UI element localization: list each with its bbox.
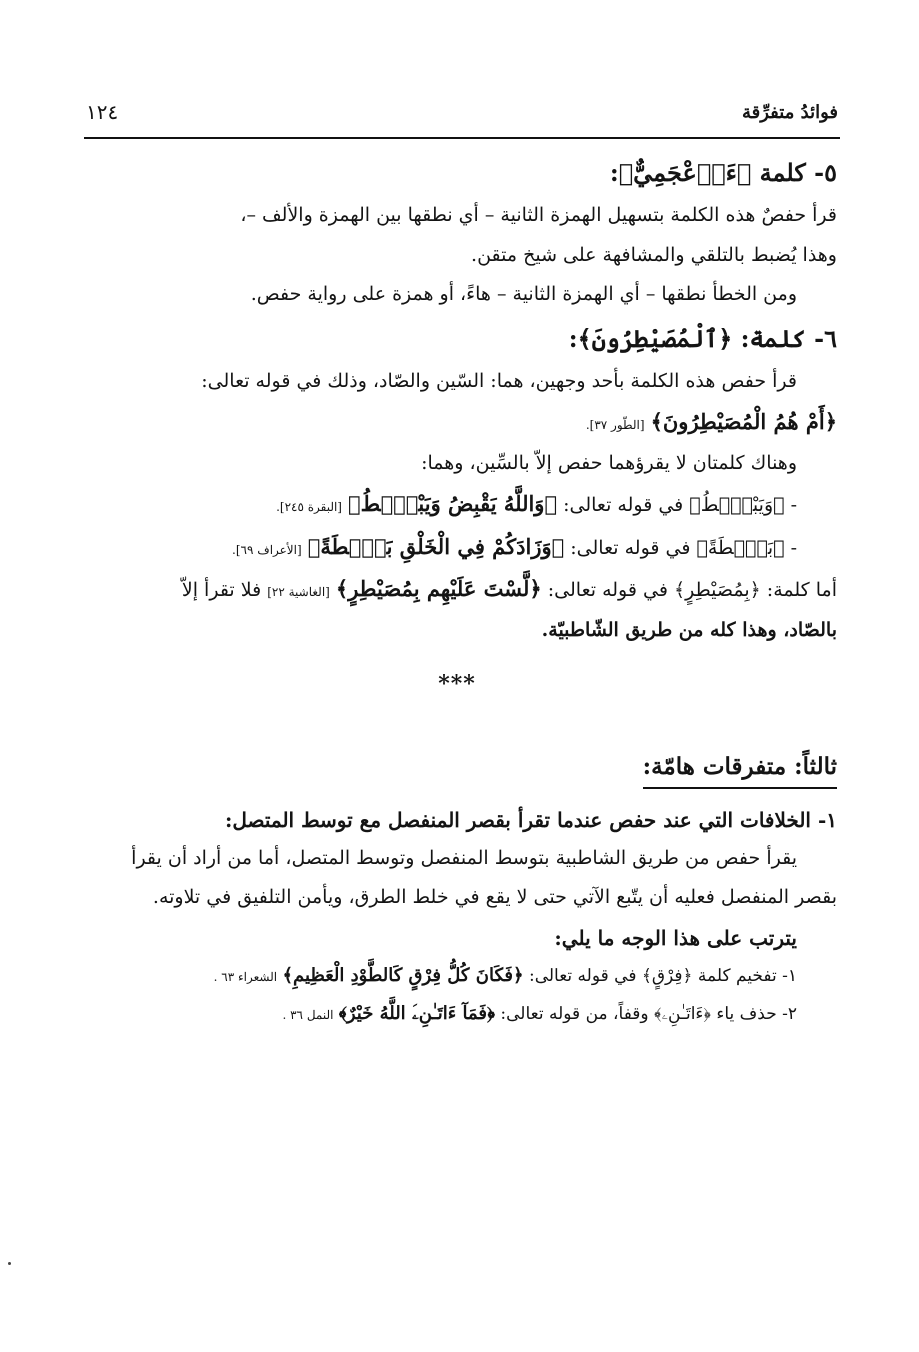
- section-6-line-2: وهناك كلمتان لا يقرؤهما حفص إلاّ بالسِّين، وهما:: [421, 451, 797, 474]
- item-text: ١- تفخيم كلمة ﴿فِرْقٍ﴾ في قوله تعالى:: [528, 965, 797, 986]
- quran-verse: ﴿لَّسْتَ عَلَيْهِم بِمُصَيْطِرٍ﴾: [335, 576, 542, 602]
- verse-reference: [البقرة ٢٤٥].: [276, 500, 342, 515]
- subsection-2-heading: يترتب على هذا الوجه ما يلي:: [554, 925, 797, 950]
- section-6-verse-line: [77, 406, 837, 439]
- section-6-line-1: قرأ حفص هذه الكلمة بأحد وجهين، هما: السّين والصّاد، وذلك في قوله تعالى:: [201, 369, 797, 392]
- section-6-line-3: [77, 573, 837, 606]
- separator: ***: [438, 671, 476, 698]
- line-text: فلا تقرأ إلاّ: [181, 579, 262, 602]
- section-6-line-4: بالصّاد، وهذا كله من طريق الشّاطبيّة.: [541, 618, 837, 641]
- section-title: ثالثاً: متفرقات هامّة:: [643, 749, 837, 789]
- item-text: - ﴿وَيَبْصُۜطُ﴾ في قوله تعالى:: [563, 494, 797, 517]
- section-6-item-1: [77, 488, 837, 521]
- section-6-heading: ٦- كلمة: ﴿ٱلْمُصَيْطِرُونَ﴾:: [568, 323, 837, 353]
- quran-verse: ﴿فَمَآ ءَاتَـٰنِۦَ اللَّهُ خَيْرٌ﴾: [338, 1002, 495, 1024]
- page-number: ١٢٤: [86, 100, 119, 124]
- section-5-line-3: ومن الخطأ نطقها – أي الهمزة الثانية – هاءً، أو همزة على رواية حفص.: [250, 283, 797, 306]
- verse-reference: النمل ٣٦ .: [282, 1007, 334, 1022]
- verse-reference: [الطّور ٣٧].: [585, 418, 645, 433]
- section-5-line-1: قرأ حفصٌ هذه الكلمة بتسهيل الهمزة الثانية – أي نطقها بين الهمزة والألف –،: [240, 204, 837, 227]
- section-5-line-2: وهذا يُضبط بالتلقي والمشافهة على شيخ متقن.: [471, 243, 837, 266]
- line-text: أما كلمة: ﴿بِمُصَيْطِرٍ﴾ في قوله تعالى:: [547, 579, 837, 602]
- verse-reference: [الغاشية ٢٢]: [267, 585, 330, 600]
- section-6-item-2: [77, 531, 837, 564]
- section-3-line-2: بقصر المنفصل فعليه أن يتّبع الآتي حتى لا يقع في خلط الطرق، ويأمن التلفيق في تلاوته.: [152, 886, 837, 909]
- item-text: ٢- حذف ياء ﴿ءَاتَـٰنِۦ﴾ وقفاً، من قوله تعالى:: [500, 1003, 797, 1024]
- section-3-item-1: [77, 962, 837, 990]
- verse-reference: [الأعراف ٦٩].: [232, 542, 302, 557]
- item-text: - ﴿بَصْۜطَةً﴾ في قوله تعالى:: [570, 536, 797, 559]
- quran-verse: ﴿فَكَانَ كُلُّ فِرْقٍ كَالطَّوْدِ الْعَظِيمِ﴾: [282, 964, 524, 986]
- running-title: فوائدُ متفرِّقة: [742, 101, 838, 123]
- subsection-1-heading: ١- الخلافات التي عند حفص عندما تقرأ بقصر المنفصل مع توسط المتصل:: [224, 807, 837, 832]
- quran-verse: ﴿أَمْ هُمُ الْمُصَيْطِرُونَ﴾: [650, 409, 837, 435]
- scan-speck: [8, 1262, 11, 1265]
- quran-verse: ﴿وَاللَّهُ يَقْبِضُ وَيَبْصُۜطُ﴾: [348, 491, 558, 517]
- page-header: [86, 92, 838, 132]
- page-content: [77, 150, 837, 1038]
- section-5-heading: ٥- كلمة ﴿ءَا۬عْجَمِيٌّ﴾:: [609, 158, 837, 187]
- header-rule: [84, 137, 840, 139]
- section-3-item-2: [77, 1000, 837, 1028]
- quran-verse: ﴿وَزَادَكُمْ فِي الْخَلْقِ بَصْۜطَةً﴾: [307, 533, 565, 559]
- section-3-line-1: يقرأ حفص من طريق الشاطبية بتوسط المنفصل وتوسط المتصل، أما من أراد أن يقرأ: [131, 846, 797, 869]
- verse-reference: الشعراء ٦٣ .: [213, 969, 278, 984]
